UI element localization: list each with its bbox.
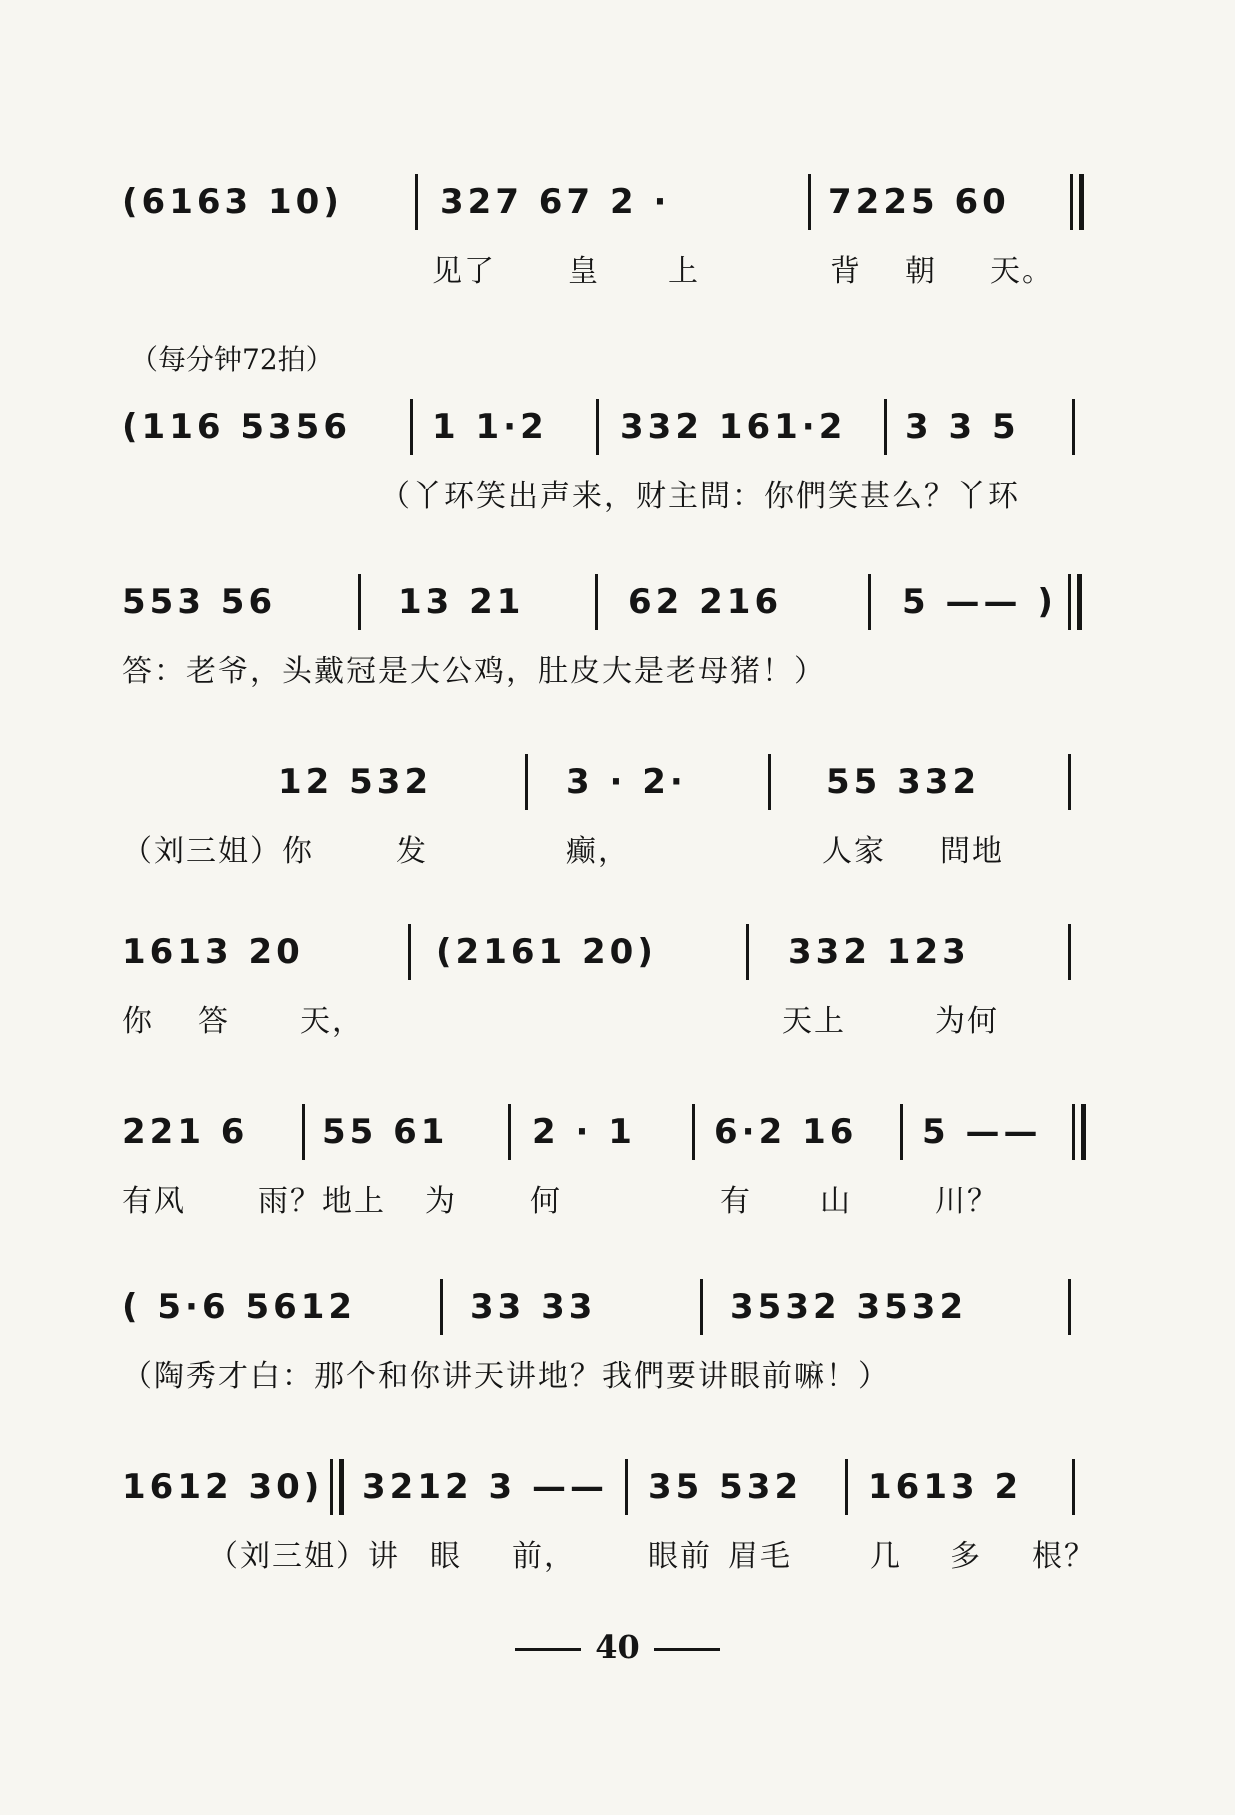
notation-segment: 55 61: [322, 1112, 449, 1152]
system-7: [0, 1275, 1235, 1394]
barline: [625, 1459, 628, 1515]
lyric-text: 眼前: [648, 1539, 712, 1574]
barline: [808, 174, 811, 230]
barline: [358, 574, 361, 630]
barline: [1072, 1459, 1075, 1515]
double-barline: [1070, 174, 1073, 230]
lyric-text: 见了: [432, 254, 496, 289]
lyric-text: 前，: [512, 1539, 576, 1574]
notation-segment: 553 56: [122, 582, 277, 622]
barline: [508, 1104, 511, 1160]
barline: [768, 754, 771, 810]
lyric-text: 答：老爷，头戴冠是大公鸡，肚皮大是老母猪！）: [122, 654, 826, 689]
lyric-text: 有风: [122, 1184, 186, 1219]
notation-segment: 221 6: [122, 1112, 249, 1152]
system-3: [0, 570, 1235, 689]
system-4: [0, 750, 1235, 869]
page-number-text: 40: [595, 1628, 640, 1666]
notation-segment: 332 123: [788, 932, 970, 972]
lyric-text: 人家: [822, 834, 886, 869]
barline: [1072, 399, 1075, 455]
dash-right: [654, 1648, 720, 1651]
notation-segment: 2 · 1: [532, 1112, 636, 1152]
notation-segment: (6163 10): [122, 182, 343, 222]
barline: [1068, 754, 1071, 810]
barline: [868, 574, 871, 630]
barline: [415, 174, 418, 230]
notation-segment: (2161 20): [436, 932, 657, 972]
lyric-text: 为: [425, 1184, 457, 1219]
lyric-text: 你: [122, 1004, 154, 1039]
lyric-text: 多: [950, 1539, 982, 1574]
notation-segment: 33 33: [470, 1287, 597, 1327]
barline: [596, 399, 599, 455]
lyric-text: （刘三姐）讲: [208, 1539, 400, 1574]
lyric-text: （陶秀才白：那个和你讲天讲地？我們要讲眼前嘛！）: [122, 1359, 890, 1394]
notation-line: [0, 1455, 1235, 1527]
notation-segment: 13 21: [398, 582, 525, 622]
notation-segment: (116 5356: [122, 407, 351, 447]
lyric-text: 几: [870, 1539, 902, 1574]
lyric-text: 何: [530, 1184, 562, 1219]
barline: [525, 754, 528, 810]
notation-segment: 5 ——: [922, 1112, 1042, 1152]
notation-segment: 5 —— ): [902, 582, 1057, 622]
lyric-text: 背: [830, 254, 862, 289]
barline: [884, 399, 887, 455]
barline: [302, 1104, 305, 1160]
barline: [700, 1279, 703, 1335]
lyric-text: （刘三姐）你: [122, 834, 314, 869]
system-8: [0, 1455, 1235, 1574]
lyric-text: 雨？地上: [258, 1184, 386, 1219]
notation-segment: 7225 60: [828, 182, 1010, 222]
lyric-text: 根？: [1032, 1539, 1096, 1574]
notation-line: [0, 1275, 1235, 1347]
notation-segment: 6·2 16: [714, 1112, 858, 1152]
notation-line: [0, 920, 1235, 992]
notation-segment: 62 216: [628, 582, 783, 622]
notation-segment: 35 532: [648, 1467, 803, 1507]
lyric-text: 天，: [300, 1004, 364, 1039]
notation-segment: 55 332: [826, 762, 981, 802]
notation-segment: 3212 3 ——: [362, 1467, 608, 1507]
double-barline: [1068, 574, 1071, 630]
notation-segment: ( 5·6 5612: [122, 1287, 357, 1327]
page-number: [0, 1628, 1235, 1666]
notation-segment: 332 161·2: [620, 407, 847, 447]
lyric-text: 有: [720, 1184, 752, 1219]
barline: [746, 924, 749, 980]
notation-line: [0, 1100, 1235, 1172]
lyric-text: 天上: [782, 1004, 846, 1039]
double-barline: [330, 1459, 333, 1515]
lyric-text: 发: [396, 834, 428, 869]
lyric-text: 川？: [935, 1184, 999, 1219]
notation-line: [0, 750, 1235, 822]
notation-segment: 1613 20: [122, 932, 304, 972]
lyric-text: 答: [198, 1004, 230, 1039]
lyric-text: 山: [820, 1184, 852, 1219]
lyric-text: （丫环笑出声来，财主問：你們笑甚么？丫环: [380, 479, 1020, 514]
system-6: [0, 1100, 1235, 1219]
notation-segment: 1613 2: [868, 1467, 1023, 1507]
notation-segment: 12 532: [278, 762, 433, 802]
notation-segment: 1 1·2: [432, 407, 548, 447]
lyric-text: 为何: [935, 1004, 999, 1039]
lyric-text: 皇: [568, 254, 600, 289]
lyric-text: 眼: [430, 1539, 462, 1574]
lyric-text: 天。: [990, 254, 1054, 289]
notation-line: [0, 170, 1235, 242]
notation-segment: 3 3 5: [905, 407, 1020, 447]
barline: [595, 574, 598, 630]
barline: [900, 1104, 903, 1160]
notation-line: [0, 570, 1235, 642]
lyric-text: 上: [668, 254, 700, 289]
barline: [408, 924, 411, 980]
lyric-text: 癫，: [566, 834, 630, 869]
barline: [1068, 924, 1071, 980]
barline: [692, 1104, 695, 1160]
notation-segment: 3532 3532: [730, 1287, 968, 1327]
system-1: [0, 170, 1235, 289]
dash-left: [515, 1648, 581, 1651]
notation-segment: 1612 30): [122, 1467, 324, 1507]
double-barline: [1072, 1104, 1075, 1160]
notation-segment: 327 67 2 ·: [440, 182, 671, 222]
barline: [1068, 1279, 1071, 1335]
system-2: [0, 395, 1235, 514]
barline: [410, 399, 413, 455]
barline: [440, 1279, 443, 1335]
notation-line: [0, 395, 1235, 467]
notation-segment: 3 · 2·: [566, 762, 687, 802]
system-5: [0, 920, 1235, 1039]
lyric-text: 朝: [905, 254, 937, 289]
tempo-note: （每分钟72拍）: [130, 343, 334, 376]
barline: [845, 1459, 848, 1515]
lyric-text: 眉毛: [728, 1539, 792, 1574]
lyric-text: 問地: [940, 834, 1004, 869]
